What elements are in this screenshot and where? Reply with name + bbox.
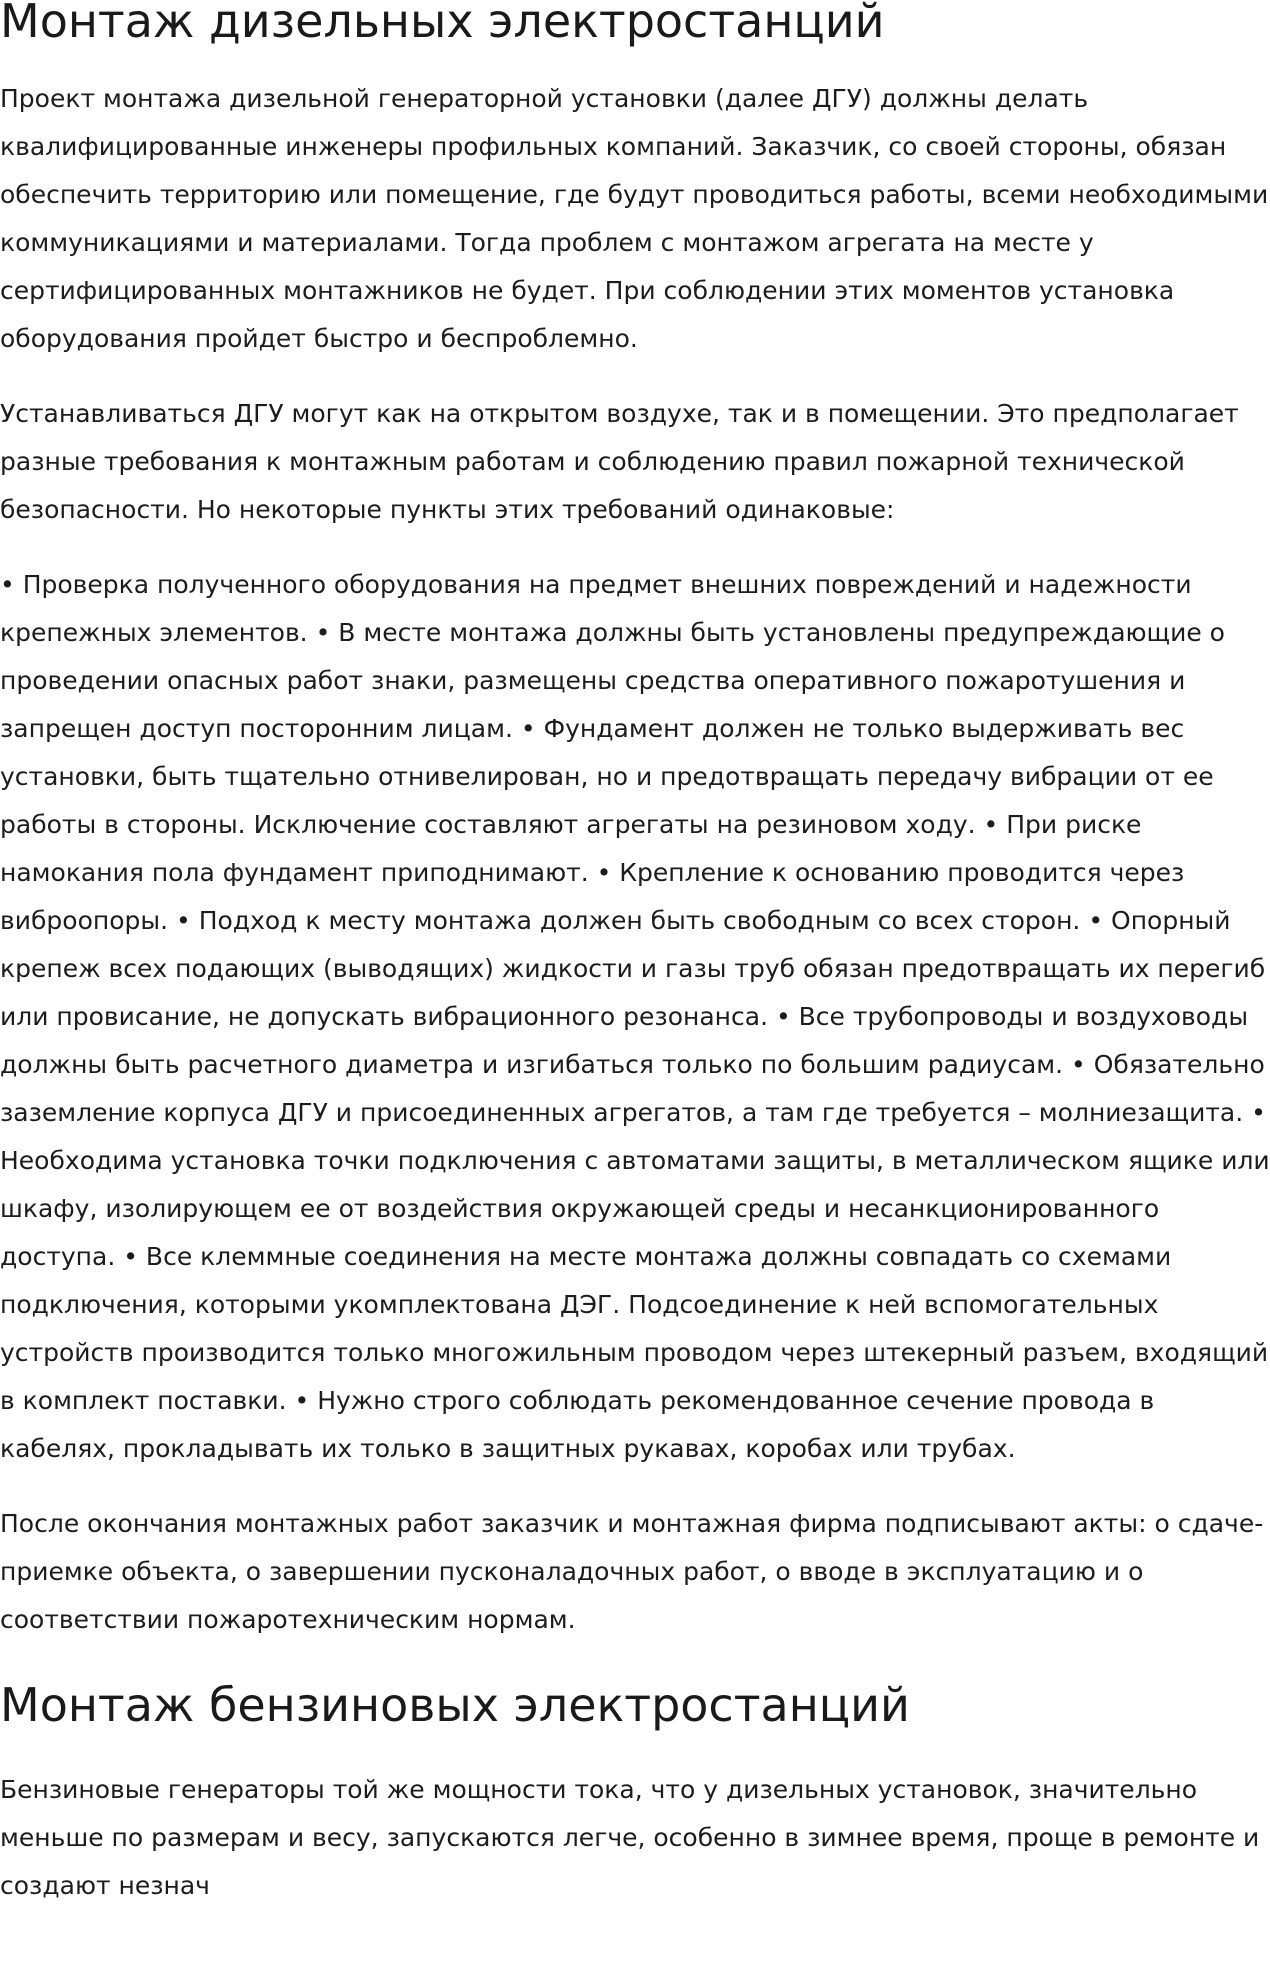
paragraph-diesel-acts: После окончания монтажных работ заказчик и монтажная фирма подписывают акты: о сдаче-приемке объекта, о завершении пусконаладочных работ, о вводе в эксплуатацию и о соответствии пожаротехническим нормам. [0,1509,1264,1634]
section-heading-diesel: Монтаж дизельных электростанций [0,0,885,48]
paragraph-diesel-intro: Проект монтажа дизельной генераторной установки (далее ДГУ) должны делать квалифицированные инженеры профильных компаний. Заказчик, со своей стороны, обязан обеспечить территорию или помещение, где будут проводиться работы, всеми необходимыми коммуникациями и материалами. Тогда проблем с монтажом агрегата на месте у сертифицированных монтажников не будет. При соблюдении этих моментов установка оборудования пройдет быстро и беспроблемно. [0,84,1269,353]
paragraph-petrol-intro: Бензиновые генераторы той же мощности тока, что у дизельных установок, значительно меньше по размерам и весу, запускаются легче, особенно в зимнее время, проще в ремонте и создают незнач [0,1775,1260,1900]
section-heading-petrol: Монтаж бензиновых электростанций [0,1678,910,1732]
paragraph-diesel-requirements: • Проверка полученного оборудования на предмет внешних повреждений и надежности крепежных элементов. • В месте монтажа должны быть установлены предупреждающие о проведении опасных работ знаки, размещены средства оперативного пожаротушения и запрещен доступ посторонним лицам. • Фундамент должен не только выдерживать вес установки, быть тщательно отнивелирован, но и предотвращать передачу вибрации от ее работы в стороны. Исключение составляют агрегаты на резиновом ходу. • При риске намокания пола фундамент приподнимают. • Крепление к основанию проводится через виброопоры. • Подход к месту монтажа должен быть свободным со всех сторон. • Опорный крепеж всех подающих (выводящих) жидкости и газы труб обязан предотвращать их перегиб или провисание, не допускать вибрационного резонанса. • Все трубопроводы и воздуховоды должны быть расчетного диаметра и изгибаться только по большим радиусам. • Обязательно заземление корпуса ДГУ и присоединенных агрегатов, а там где требуется – молниезащита. • Необходима установка точки подключения с автоматами защиты, в металлическом ящике или шкафу, изолирующем ее от воздействия окружающей среды и несанкционированного доступа. • Все клеммные соединения на месте монтажа должны совпадать со схемами подключения, которыми укомплектована ДЭГ. Подсоединение к ней вспомогательных устройств производится только многожильным проводом через штекерный разъем, входящий в комплект поставки. • Нужно строго соблюдать рекомендованное сечение провода в кабелях, прокладывать их только в защитных рукавах, коробах или трубах. [0,570,1270,1463]
paragraph-diesel-placement: Устанавливаться ДГУ могут как на открытом воздухе, так и в помещении. Это предполагает разные требования к монтажным работам и соблюдению правил пожарной технической безопасности. Но некоторые пункты этих требований одинаковые: [0,399,1239,524]
